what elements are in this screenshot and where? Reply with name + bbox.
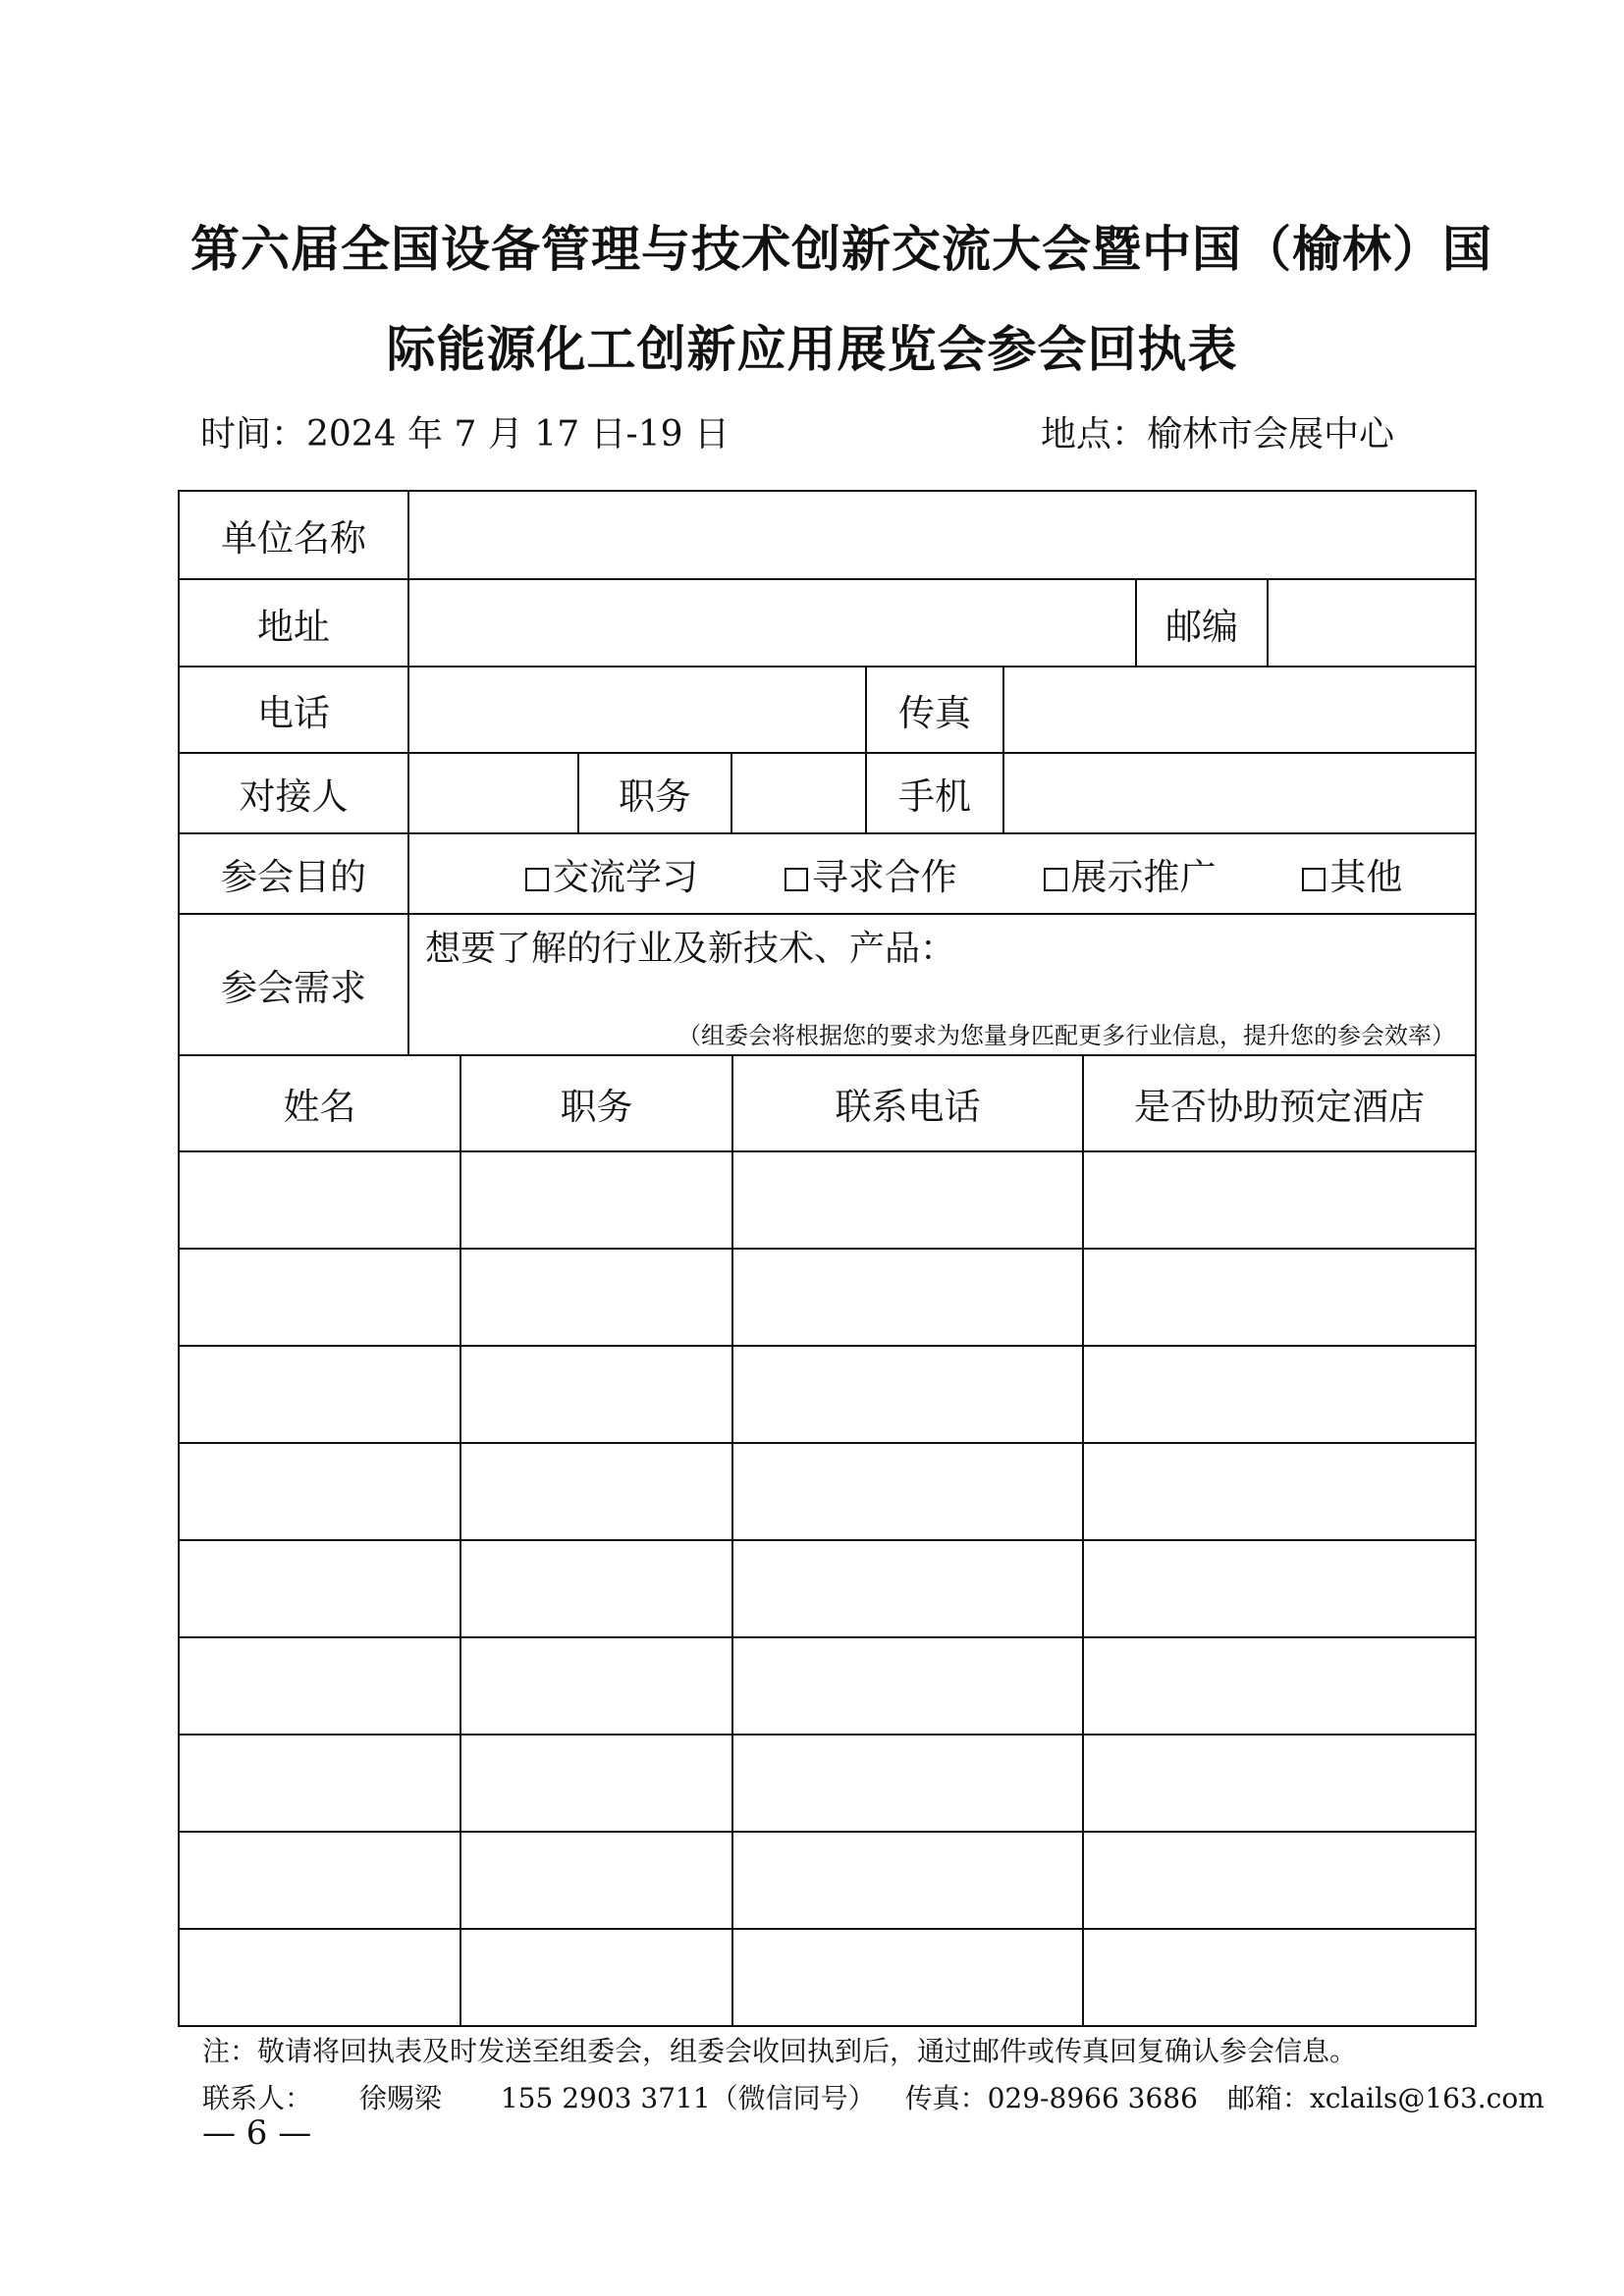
attendee-cell[interactable] bbox=[179, 1832, 460, 1929]
checkbox-icon[interactable] bbox=[525, 868, 549, 891]
attendee-cell[interactable] bbox=[1083, 1929, 1476, 2026]
purpose-option-promotion[interactable]: 展示推广 bbox=[1044, 847, 1217, 900]
attendee-cell[interactable] bbox=[732, 1151, 1083, 1249]
header-position: 职务 bbox=[460, 1055, 732, 1151]
form-row-unit bbox=[179, 491, 1476, 579]
attendee-cell[interactable] bbox=[179, 1346, 460, 1443]
attendee-cell[interactable] bbox=[460, 1832, 732, 1929]
attendee-cell[interactable] bbox=[179, 1637, 460, 1735]
contact-person-label: 对接人 bbox=[179, 753, 408, 833]
attendee-cell[interactable] bbox=[732, 1929, 1083, 2026]
event-time: 时间：2024 年 7 月 17 日-19 日 bbox=[200, 414, 730, 454]
contact-fax: 传真：029-8966 3686 bbox=[904, 2082, 1198, 2114]
purpose-option-cooperation[interactable]: 寻求合作 bbox=[785, 847, 957, 900]
mobile-label: 手机 bbox=[866, 753, 1003, 833]
attendee-cell[interactable] bbox=[179, 1249, 460, 1346]
attendee-cell[interactable] bbox=[460, 1443, 732, 1540]
form-row-address bbox=[179, 579, 1476, 667]
attendee-row bbox=[179, 1637, 1476, 1735]
attendee-cell[interactable] bbox=[460, 1735, 732, 1832]
position-label: 职务 bbox=[578, 753, 731, 833]
attendee-row bbox=[179, 1151, 1476, 1249]
attendee-cell[interactable] bbox=[1083, 1540, 1476, 1637]
attendee-row bbox=[179, 1346, 1476, 1443]
attendee-cell[interactable] bbox=[732, 1249, 1083, 1346]
attendee-cell[interactable] bbox=[460, 1151, 732, 1249]
registration-form-table bbox=[178, 490, 1477, 1056]
attendee-cell[interactable] bbox=[1083, 1151, 1476, 1249]
attendee-cell[interactable] bbox=[179, 1443, 460, 1540]
attendee-cell[interactable] bbox=[732, 1637, 1083, 1735]
attendee-row bbox=[179, 1443, 1476, 1540]
attendee-header-row bbox=[179, 1055, 1476, 1151]
attendee-cell[interactable] bbox=[1083, 1735, 1476, 1832]
purpose-options bbox=[408, 833, 1476, 914]
attendee-cell[interactable] bbox=[179, 1929, 460, 2026]
unit-name-label: 单位名称 bbox=[179, 491, 408, 579]
purpose-option-exchange[interactable]: 交流学习 bbox=[525, 847, 698, 900]
attendee-table bbox=[178, 1054, 1477, 2027]
attendee-cell[interactable] bbox=[460, 1249, 732, 1346]
purpose-option-other[interactable]: 其他 bbox=[1302, 847, 1402, 900]
needs-note: （组委会将根据您的要求为您量身匹配更多行业信息，提升您的参会效率） bbox=[677, 1022, 1456, 1049]
unit-name-field[interactable] bbox=[408, 491, 1476, 579]
form-row-needs bbox=[179, 914, 1476, 1055]
attendee-cell[interactable] bbox=[1083, 1249, 1476, 1346]
attendee-row bbox=[179, 1832, 1476, 1929]
header-phone: 联系电话 bbox=[732, 1055, 1083, 1151]
position-field[interactable] bbox=[731, 753, 866, 833]
needs-prompt: 想要了解的行业及新技术、产品： bbox=[425, 929, 956, 969]
contact-email: 邮箱：xclails@163.com bbox=[1226, 2082, 1544, 2114]
address-field[interactable] bbox=[408, 579, 1136, 667]
header-name: 姓名 bbox=[179, 1055, 460, 1151]
mobile-field[interactable] bbox=[1003, 753, 1476, 833]
footer-contact bbox=[202, 2077, 1574, 2116]
form-row-phone bbox=[179, 667, 1476, 753]
contact-label: 联系人： 徐赐梁 bbox=[202, 2082, 442, 2114]
phone-field[interactable] bbox=[408, 667, 866, 753]
attendee-row bbox=[179, 1249, 1476, 1346]
needs-label: 参会需求 bbox=[179, 914, 408, 1055]
fax-label: 传真 bbox=[866, 667, 1003, 753]
contact-person-field[interactable] bbox=[408, 753, 578, 833]
page-number: — 6 — bbox=[202, 2113, 312, 2153]
attendee-cell[interactable] bbox=[732, 1735, 1083, 1832]
attendee-cell[interactable] bbox=[179, 1735, 460, 1832]
checkbox-icon[interactable] bbox=[1044, 868, 1067, 891]
fax-field[interactable] bbox=[1003, 667, 1476, 753]
attendee-cell[interactable] bbox=[732, 1540, 1083, 1637]
checkbox-icon[interactable] bbox=[1302, 868, 1326, 891]
attendee-cell[interactable] bbox=[460, 1929, 732, 2026]
attendee-cell[interactable] bbox=[1083, 1443, 1476, 1540]
address-label: 地址 bbox=[179, 579, 408, 667]
attendee-cell[interactable] bbox=[460, 1637, 732, 1735]
attendee-cell[interactable] bbox=[460, 1540, 732, 1637]
checkbox-icon[interactable] bbox=[785, 868, 808, 891]
postcode-label: 邮编 bbox=[1136, 579, 1268, 667]
attendee-cell[interactable] bbox=[732, 1346, 1083, 1443]
contact-phone: 155 2903 3711（微信同号） bbox=[500, 2082, 876, 2114]
attendee-rows bbox=[179, 1151, 1476, 2026]
page-title-line2: 际能源化工创新应用展览会参会回执表 bbox=[386, 321, 1238, 378]
attendee-row bbox=[179, 1540, 1476, 1637]
attendee-cell[interactable] bbox=[460, 1346, 732, 1443]
purpose-label: 参会目的 bbox=[179, 833, 408, 914]
attendee-cell[interactable] bbox=[179, 1540, 460, 1637]
attendee-cell[interactable] bbox=[1083, 1832, 1476, 1929]
attendee-cell[interactable] bbox=[732, 1443, 1083, 1540]
attendee-cell[interactable] bbox=[1083, 1346, 1476, 1443]
attendee-cell[interactable] bbox=[732, 1832, 1083, 1929]
attendee-cell[interactable] bbox=[179, 1151, 460, 1249]
header-hotel: 是否协助预定酒店 bbox=[1083, 1055, 1476, 1151]
attendee-row bbox=[179, 1735, 1476, 1832]
phone-label: 电话 bbox=[179, 667, 408, 753]
postcode-field[interactable] bbox=[1268, 579, 1476, 667]
form-row-purpose bbox=[179, 833, 1476, 914]
attendee-row bbox=[179, 1929, 1476, 2026]
page-title-line1: 第六届全国设备管理与技术创新交流大会暨中国（榆林）国 bbox=[190, 221, 1492, 278]
form-row-contact bbox=[179, 753, 1476, 833]
attendee-cell[interactable] bbox=[1083, 1637, 1476, 1735]
footer-note: 注：敬请将回执表及时发送至组委会，组委会收回执到后，通过邮件或传真回复确认参会信息。 bbox=[202, 2035, 1358, 2067]
needs-field[interactable] bbox=[408, 914, 1476, 1055]
event-place: 地点：榆林市会展中心 bbox=[1041, 414, 1395, 454]
